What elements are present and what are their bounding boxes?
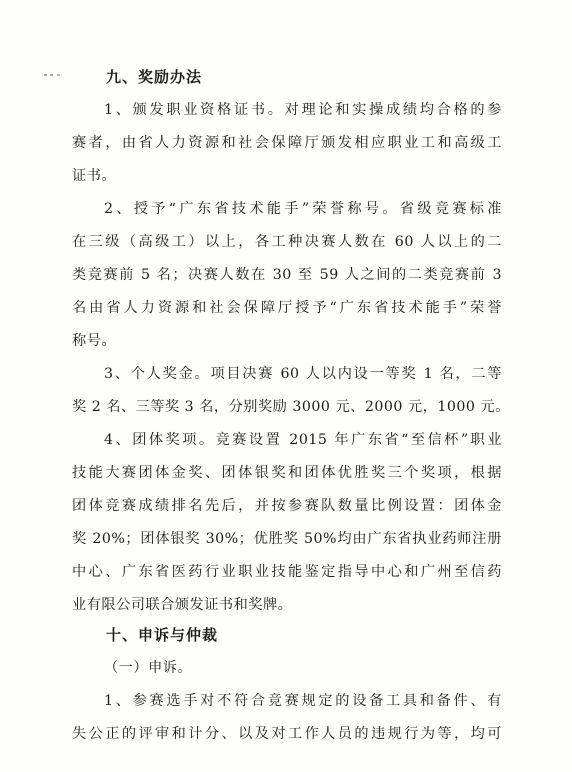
paragraph-line: 奖 2 名、三等奖 3 名，分别奖励 3000 元、2000 元，1000 元。 [72, 399, 510, 415]
paragraph-line: 3、个人奖金。项目决赛 60 人以内设一等奖 1 名，二等 [104, 366, 502, 382]
paragraph-line: 赛者，由省人力资源和社会保障厅颁发相应职业工和高级工 [72, 135, 502, 151]
paragraph-line: 证书。 [72, 168, 117, 184]
paragraph-line: 失公正的评审和计分、以及对工作人员的违规行为等，均可 [72, 726, 502, 742]
paragraph-line: 类竞赛前 5 名；决赛人数在 30 至 59 人之间的二类竞赛前 3 [72, 267, 502, 283]
paragraph-line: 2、授予“广东省技术能手”荣誉称号。省级竞赛标准 [104, 201, 502, 217]
paragraph-line: 1、参赛选手对不符合竞赛规定的设备工具和备件、有 [104, 693, 502, 709]
paragraph-line: 团体竞赛成绩排名先后，并按参赛队数量比例设置：团体金 [72, 498, 502, 514]
paragraph-line: 技能大赛团体金奖、团体银奖和团体优胜奖三个奖项，根据 [72, 465, 502, 481]
paragraph-line: 4、团体奖项。竞赛设置 2015 年广东省“至信杯”职业 [104, 432, 502, 448]
paragraph-line: 业有限公司联合颁发证书和奖牌。 [72, 597, 293, 613]
paragraph-line: 称号。 [72, 333, 117, 349]
paragraph-line: 奖 20%；团体银奖 30%；优胜奖 50%均由广东省执业药师注册 [72, 531, 502, 547]
paragraph-line: 在三级（高级工）以上，各工种决赛人数在 60 人以上的二 [72, 234, 502, 250]
paragraph-line: 名由省人力资源和社会保障厅授予“广东省技术能手”荣誉 [72, 300, 502, 316]
scan-artifact-mark [44, 74, 66, 76]
paragraph-line: 中心、广东省医药行业职业技能鉴定指导中心和广州至信药 [72, 564, 502, 580]
paragraph-line: 1、颁发职业资格证书。对理论和实操成绩均合格的参 [104, 102, 502, 118]
subsection-heading: （一）申诉。 [104, 660, 193, 676]
section-10-heading: 十、申诉与仲裁 [106, 626, 219, 644]
section-9-heading: 九、奖励办法 [106, 68, 203, 86]
